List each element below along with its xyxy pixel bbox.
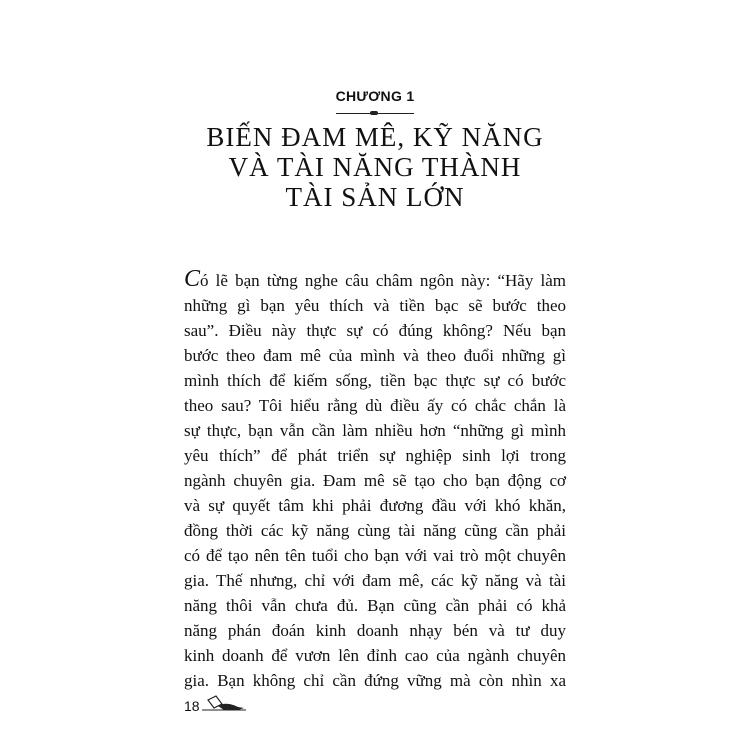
divider-ornament: [370, 111, 378, 115]
body-line: có để tạo nên tên tuổi cho bạn với vai trò một chuyên: [184, 546, 566, 565]
body-line: gia. Thế nhưng, chỉ với đam mê, các kỹ năng và tài: [184, 571, 566, 590]
body-line: gia. Bạn không chỉ cần đứng vững mà còn nhìn xa: [184, 671, 566, 690]
body-line: [184, 268, 566, 293]
body-line: ngành chuyên gia. Đam mê sẽ tạo cho bạn động cơ: [184, 471, 566, 490]
body-line: yêu thích” để phát triển sự nghiệp sinh lợi trong: [184, 446, 566, 465]
drop-cap: C: [184, 266, 201, 292]
title-line: TÀI SẢN LỚN: [285, 182, 465, 212]
body-line: đồng thời các kỹ năng cùng tài năng cũng cần phải: [184, 521, 566, 540]
body-line: kinh doanh để vươn lên đỉnh cao của ngành chuyên: [184, 646, 566, 665]
body-line: bước theo đam mê của mình và theo đuổi những gì: [184, 346, 566, 365]
body-line: mình thích để kiếm sống, tiền bạc thực sự có bước: [184, 371, 566, 390]
body-line: những gì bạn yêu thích và tiền bạc sẽ bước theo: [184, 296, 566, 315]
page-number: 18: [184, 698, 200, 714]
body-line: năng phán đoán kinh doanh nhạy bén và tư duy: [184, 621, 566, 640]
body-line: theo sau? Tôi hiểu rằng dù điều ấy có chắc chắn là: [184, 396, 566, 415]
title-line: BIẾN ĐAM MÊ, KỸ NĂNG: [206, 122, 544, 152]
body-line: sau”. Điều này thực sự có đúng không? Nếu bạn: [184, 321, 566, 340]
body-line: sự thực, bạn vẫn cần làm nhiều hơn “những gì mình: [184, 421, 566, 440]
first-line-text: ó lẽ bạn từng nghe câu châm ngôn này: “Hãy làm: [200, 271, 566, 290]
chapter-label: CHƯƠNG 1: [335, 88, 415, 104]
body-text: [184, 268, 566, 693]
chapter-title: [0, 122, 750, 212]
body-line: năng thôi vẫn chưa đủ. Bạn cũng cần phải có khả: [184, 596, 566, 615]
body-line: và sự quyết tâm khi phải đương đầu với khó khăn,: [184, 496, 566, 515]
page-ornament-icon: [202, 694, 248, 714]
title-line: VÀ TÀI NĂNG THÀNH: [228, 152, 522, 182]
